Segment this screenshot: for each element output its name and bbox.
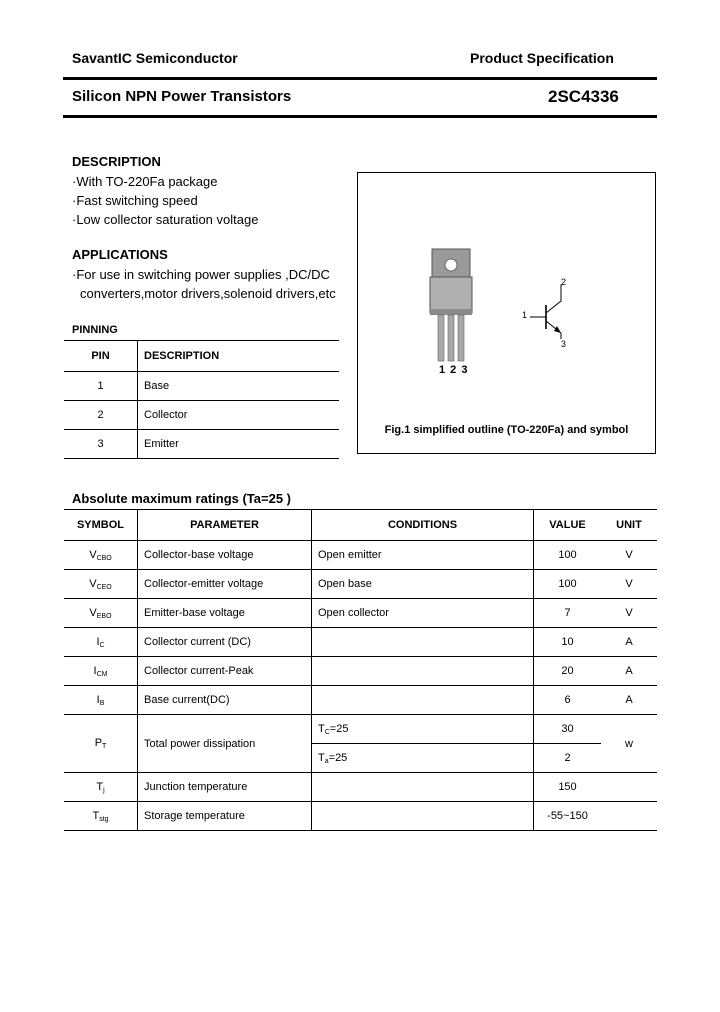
package-pin-labels: 1 2 3	[439, 364, 469, 376]
description-list	[72, 172, 258, 229]
pin-description-header: DESCRIPTION	[138, 341, 340, 372]
unit-cell: V	[601, 541, 657, 570]
conditions-cell: $T_a=25$	[312, 744, 534, 773]
value-cell: 10	[534, 628, 602, 657]
value-cell: 150	[534, 773, 602, 802]
table-row	[64, 802, 657, 831]
parameter-cell: Junction temperature	[138, 773, 312, 802]
pinning-title: PINNING	[72, 324, 118, 336]
figure-caption: Fig.1 simplified outline (TO-220Fa) and symbol	[384, 424, 629, 436]
value-cell: 7	[534, 599, 602, 628]
table-row	[64, 372, 339, 401]
conditions-header: CONDITIONS	[312, 510, 534, 541]
symbol-cell: $V_{CBO}$	[64, 541, 138, 570]
value-header: VALUE	[534, 510, 602, 541]
table-row	[64, 686, 657, 715]
conditions-cell	[312, 773, 534, 802]
unit-cell: A	[601, 657, 657, 686]
pin-number: 3	[64, 430, 138, 459]
table-row	[64, 599, 657, 628]
value-cell: 30	[534, 715, 602, 744]
npn-transistor-symbol-icon	[358, 173, 655, 453]
value-cell: 2	[534, 744, 602, 773]
symbol-pin-3-label: 3	[561, 339, 567, 349]
applications-line-2: converters,motor drivers,solenoid drivers,etc	[80, 286, 336, 301]
value-cell: 6	[534, 686, 602, 715]
value-cell: 100	[534, 570, 602, 599]
table-row	[64, 541, 657, 570]
table-row	[64, 430, 339, 459]
symbol-cell: $T_{stg}$	[64, 802, 138, 831]
pin-number: 2	[64, 401, 138, 430]
symbol-cell: $P_T$	[64, 715, 138, 773]
pin-header: PIN	[64, 341, 138, 372]
pin-description: Emitter	[138, 430, 340, 459]
table-row	[64, 628, 657, 657]
unit-cell: w	[601, 715, 657, 773]
symbol-cell: $I_{CM}$	[64, 657, 138, 686]
parameter-cell: Collector current-Peak	[138, 657, 312, 686]
unit-cell	[601, 773, 657, 802]
applications-title: APPLICATIONS	[72, 247, 168, 262]
unit-cell: V	[601, 599, 657, 628]
value-cell: -55~150	[534, 802, 602, 831]
symbol-cell: $I_B$	[64, 686, 138, 715]
header-rule-bottom	[63, 115, 657, 118]
parameter-cell: Storage temperature	[138, 802, 312, 831]
parameter-cell: Collector-emitter voltage	[138, 570, 312, 599]
unit-header: UNIT	[601, 510, 657, 541]
table-row	[64, 401, 339, 430]
description-item: ·With TO-220Fa package	[72, 174, 218, 189]
symbol-pin-1-label: 1	[522, 310, 528, 320]
table-row	[64, 715, 657, 744]
parameter-header: PARAMETER	[138, 510, 312, 541]
symbol-pin-2-label: 2	[561, 277, 567, 287]
unit-cell: V	[601, 570, 657, 599]
product-line: Silicon NPN Power Transistors	[72, 88, 292, 105]
pin-description: Base	[138, 372, 340, 401]
conditions-cell	[312, 657, 534, 686]
description-title: DESCRIPTION	[72, 154, 161, 169]
table-row	[64, 657, 657, 686]
symbol-cell: $V_{CEO}$	[64, 570, 138, 599]
part-number: 2SC4336	[548, 87, 619, 106]
company-name: SavantIC Semiconductor	[72, 50, 238, 66]
figure-box	[357, 172, 656, 454]
ratings-title: Absolute maximum ratings (Ta=25 )	[72, 491, 292, 506]
conditions-cell: Open base	[312, 570, 534, 599]
symbol-cell: $I_C$	[64, 628, 138, 657]
parameter-cell: Base current(DC)	[138, 686, 312, 715]
value-cell: 20	[534, 657, 602, 686]
symbol-cell: $T_j$	[64, 773, 138, 802]
unit-cell: A	[601, 686, 657, 715]
parameter-cell: Total power dissipation	[138, 715, 312, 773]
unit-cell: A	[601, 628, 657, 657]
conditions-cell: $T_C=25$	[312, 715, 534, 744]
ratings-table	[64, 509, 657, 831]
doc-type: Product Specification	[470, 50, 614, 66]
parameter-cell: Collector-base voltage	[138, 541, 312, 570]
conditions-cell: Open emitter	[312, 541, 534, 570]
conditions-cell	[312, 802, 534, 831]
header-rule-top	[63, 77, 657, 80]
table-row	[64, 570, 657, 599]
conditions-cell: Open collector	[312, 599, 534, 628]
applications-line-1: ·For use in switching power supplies ,DC/DC	[72, 267, 330, 282]
pinning-table	[64, 340, 339, 459]
pin-number: 1	[64, 372, 138, 401]
conditions-cell	[312, 628, 534, 657]
table-row	[64, 773, 657, 802]
symbol-header: SYMBOL	[64, 510, 138, 541]
parameter-cell: Collector current (DC)	[138, 628, 312, 657]
unit-cell	[601, 802, 657, 831]
symbol-cell: $V_{EBO}$	[64, 599, 138, 628]
parameter-cell: Emitter-base voltage	[138, 599, 312, 628]
description-item: ·Fast switching speed	[72, 193, 198, 208]
value-cell: 100	[534, 541, 602, 570]
conditions-cell	[312, 686, 534, 715]
pin-description: Collector	[138, 401, 340, 430]
description-item: ·Low collector saturation voltage	[72, 212, 259, 227]
